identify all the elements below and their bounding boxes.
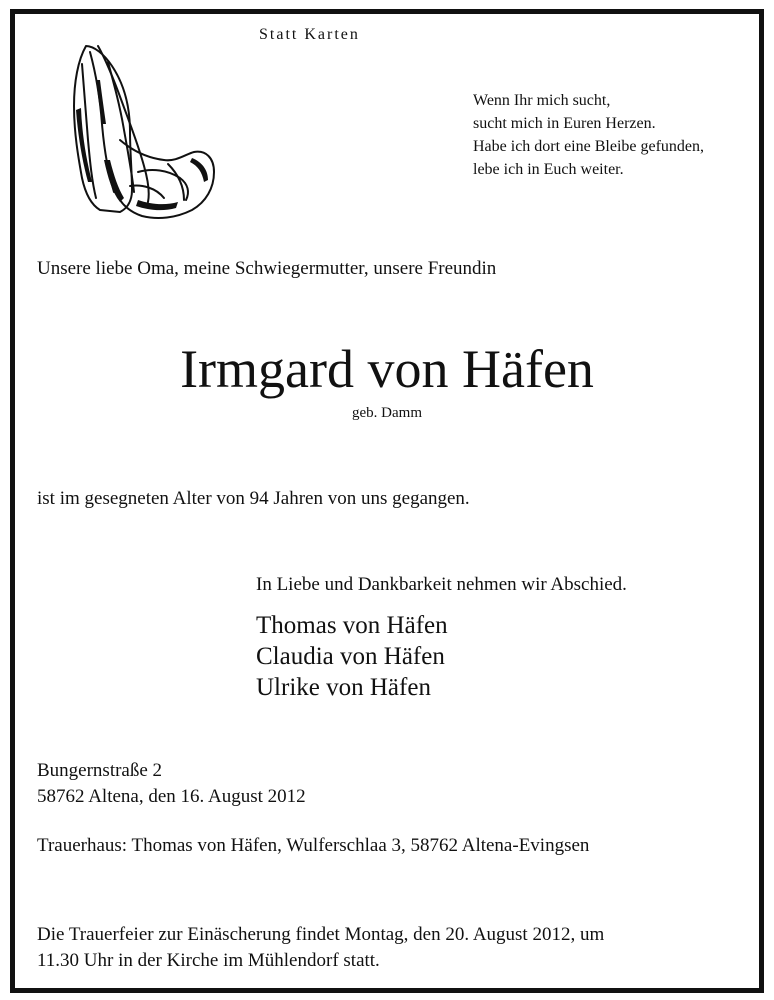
intro-text: Unsere liebe Oma, meine Schwiegermutter, unsere Freundin — [37, 258, 497, 279]
mourning-house: Trauerhaus: Thomas von Häfen, Wulferschlaa 3, 58762 Altena-Evingsen — [37, 835, 590, 856]
mourner-name: Claudia von Häfen — [256, 643, 445, 670]
poem-line: lebe ich in Euch weiter. — [473, 161, 624, 178]
passing-text: ist im gesegneten Alter von 94 Jahren von uns gegangen. — [37, 488, 470, 509]
service-line: Die Trauerfeier zur Einäscherung findet Montag, den 20. August 2012, um — [37, 924, 605, 945]
address-street: Bungernstraße 2 — [37, 760, 163, 781]
poem-line: Wenn Ihr mich sucht, — [473, 92, 611, 109]
farewell-text: In Liebe und Dankbarkeit nehmen wir Abschied. — [256, 574, 627, 595]
birth-name: geb. Damm — [352, 405, 422, 421]
deceased-name: Irmgard von Häfen — [180, 339, 594, 399]
mourners-list — [256, 610, 448, 703]
poem-line: Habe ich dort eine Bleibe gefunden, — [473, 138, 705, 155]
praying-hands-icon — [68, 40, 218, 222]
address-block — [37, 758, 306, 810]
poem-line: sucht mich in Euren Herzen. — [473, 115, 656, 132]
mourner-name: Thomas von Häfen — [256, 612, 448, 639]
notice-header: Statt Karten — [259, 26, 360, 43]
address-city-date: 58762 Altena, den 16. August 2012 — [37, 786, 306, 807]
poem-verse — [473, 89, 704, 181]
mourner-name: Ulrike von Häfen — [256, 674, 431, 701]
service-info — [37, 922, 604, 974]
service-line: 11.30 Uhr in der Kirche im Mühlendorf statt. — [37, 950, 380, 971]
